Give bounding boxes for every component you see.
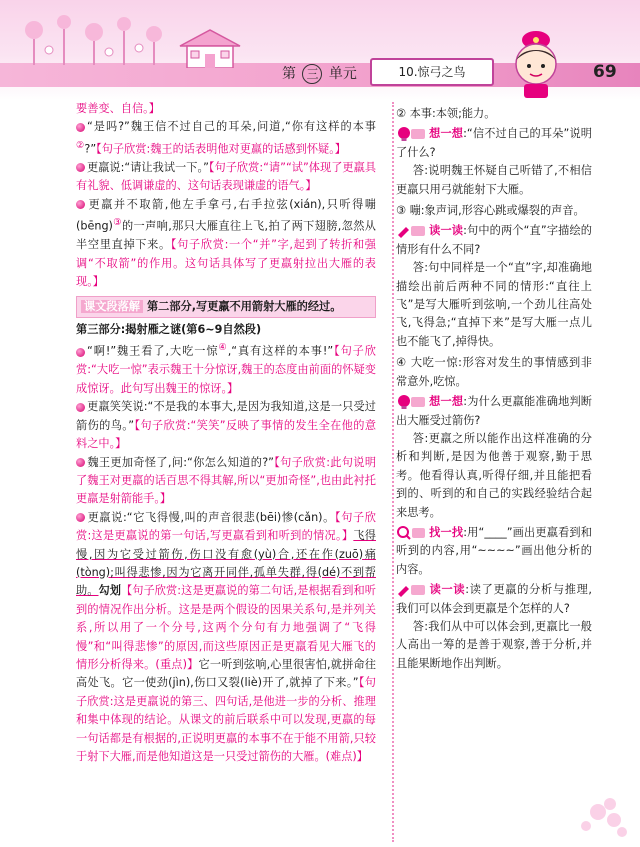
footnote-ref: ③ [112, 217, 122, 229]
question-label: 读一读 [429, 583, 466, 597]
paragraph-text: 它一听到弦响,心里很害怕,就拼命往高处飞。它一使劲(jìn),伤口又裂(liè)开了,就掉了下来。” [76, 657, 376, 690]
paragraph-text: ?” [84, 142, 97, 156]
sentence-note: 【句子欣赏:“请”“试”体现了更羸具有礼貌、低调谦虚的、这句话表现谦虚的语气。】 [76, 160, 377, 193]
sentence-note: 【句子欣赏:魏王的话表明他对更羸的话感到怀疑。】 [96, 142, 346, 156]
paragraph-text: ,“真有这样的本事!” [227, 345, 334, 359]
note-line: 要善变、自信。】 [76, 102, 160, 115]
answer-2: 答:句中同样是一个“直”字,却准确地描绘出前后两种不同的情形:“直往上飞”是写大雁听到弦响,一个劲儿往高处飞,飞得急;“直掉下来”是写大雁一点儿也不能飞了,掉得快。 [396, 261, 592, 348]
sentence-note: 【句子欣赏:此句说明了魏王对更羸的话百思不得其解,所以“更加奇怪”,也由此衬托更羸是射箭能手。】 [76, 455, 377, 506]
unit-number: 三 [302, 64, 322, 84]
question-2 [396, 222, 592, 259]
question-label: 读一读 [429, 224, 464, 238]
bullet-icon [76, 513, 85, 522]
pencil-icon [396, 223, 426, 239]
footnote-3: ③ 嘣:象声词,形容心跳或爆裂的声音。 [396, 204, 585, 218]
question-text: :句中的两个“直”字描绘的情形有什么不同? [396, 224, 592, 256]
part-heading: 第三部分:揭射雁之谜(第6~9自然段) [76, 322, 262, 336]
unit-prefix: 第 [282, 66, 296, 82]
sentence-note: 【句子欣赏:“大吃一惊”表示魏王十分惊讶,魏王的态度由前面的怀疑变成惊讶。此句写出魏王的惊讶。】 [76, 345, 376, 395]
main-text-column [76, 100, 376, 766]
column-divider [392, 102, 394, 842]
question-4 [396, 524, 592, 579]
underlined-text: 飞得慢,因为它受过箭伤,伤口没有愈(yù)合,还在作(zuō)痛(tòng);叫得悲惨,因为它离开同伴,孤单失群,得(dé)不到帮助。 [76, 529, 376, 598]
paragraph-text: 魏王更加奇怪了,问:“你怎么知道的?” [87, 455, 274, 469]
paragraph-text: 更羸说:“它飞得慢,叫的声音很悲(bēi)惨(cǎn)。 [87, 510, 335, 524]
lesson-title: 10.惊弓之鸟 [398, 65, 466, 79]
sentence-note: 【句子欣赏:这是更羸说的第二句话,是根据看到和听到的情况作出分析。这是是两个假设的因果关系句,是并列关系,所以用了一个分号,这两个分句有力地强调了“飞得慢”和“叫得悲惨”的原因,而这些原因正是更羸看见大雁飞的情形分析得来。(重点)】 [76, 584, 376, 671]
answer-1: 答:说明魏王怀疑自己听错了,不相信更羸只用弓就能射下大雁。 [396, 164, 592, 196]
bullet-icon [76, 458, 85, 467]
paragraph-8 [76, 454, 376, 509]
lightbulb-icon [396, 126, 426, 142]
question-text: :用“____”画出更羸看到和听到的内容,用“~~~~”画出他分析的内容。 [396, 525, 592, 576]
paragraph-text: 的一声响,那只大雁直往上飞,拍了两下翅膀,忽然从半空里直掉下来。 [76, 219, 376, 252]
side-notes-column [396, 102, 592, 673]
question-label: 想一想 [429, 127, 464, 141]
paragraph-text: 更羸笑笑说:“不是我的本事大,是因为我知道,这是一只受过箭伤的鸟。” [76, 400, 376, 432]
page-header [0, 0, 640, 100]
section-summary-box [76, 296, 376, 318]
sentence-note: 【句子欣赏:这是更羸说的第三、四句话,是他进一步的分析、推理和集中体现的结论。从课文的前后联系中可以发现,更羸的每一句话都是有根据的,正说明更羸的本事不在于能不用箭,只较于射下大雁,而是他知道这是一只受过箭伤的大雁。(难点)】 [76, 676, 376, 764]
flower-decoration-icon [548, 782, 628, 842]
mark-label: 勾划 [98, 584, 122, 598]
paragraph-4 [76, 196, 376, 292]
sentence-note: 【句子欣赏:“笑笑”反映了事情的发生全在他的意料之中。】 [76, 418, 377, 451]
sentence-note: 【句子欣赏:这是更羸说的第一句话,写更羸看到和听到的情况。】 [76, 510, 376, 543]
unit-label [282, 63, 357, 84]
magnifier-icon [396, 525, 426, 541]
section-tag: 课文段落解 [81, 300, 143, 313]
paragraph-text: “是吗?”魏王信不过自己的耳朵,问道,“你有这样的本事 [87, 120, 376, 134]
paragraph-3 [76, 159, 376, 196]
paragraph-6 [76, 339, 376, 398]
bullet-icon [76, 348, 85, 357]
unit-suffix: 单元 [328, 66, 357, 82]
answer-5: 答:我们从中可以体会到,更羸比一般人高出一筹的是善于观察,善于分析,并且能果断地作出判断。 [396, 619, 592, 670]
bullet-icon [76, 123, 85, 132]
house-icon [175, 28, 245, 68]
paragraph-2 [76, 118, 376, 159]
question-label: 想一想 [429, 395, 464, 409]
pencil-icon [396, 582, 426, 598]
bullet-icon [76, 403, 85, 412]
lightbulb-icon [396, 394, 426, 410]
footnote-ref: ④ [218, 342, 228, 354]
question-text: :“信不过自己的耳朵”说明了什么? [396, 127, 592, 159]
question-text: :为什么更羸能准确地判断出大雁受过箭伤? [396, 395, 592, 427]
page-number: 69 [593, 62, 617, 82]
paragraph-text: “啊!”魏王看了,大吃一惊 [87, 345, 219, 359]
paragraph-9 [76, 509, 376, 767]
footnote-ref: ② [76, 139, 85, 151]
paragraph-text: 更羸并不取箭,他左手拿弓,右手拉弦(xián),只听得嘣(bēng) [76, 197, 376, 233]
question-label: 找一找 [429, 525, 464, 539]
sentence-note: 【句子欣赏:一个“并”字,起到了转折和强调“不取箭”的作用。这句话具体写了更羸射拉出大雁的表现。】 [76, 238, 376, 289]
question-text: :读了更羸的分析与推理,我们可以体会到更羸是个怎样的人? [396, 583, 592, 615]
section-summary: 第二部分,写更羸不用箭射大雁的经过。 [146, 299, 342, 313]
footnote-2: ② 本事:本领;能力。 [396, 107, 496, 120]
girl-cartoon-icon [500, 28, 572, 98]
paragraph-text: 更羸说:“请让我试一下。” [87, 160, 209, 174]
answer-3: 答:更羸之所以能作出这样准确的分析和判断,是因为他善于观察,勤于思考。他看得认真,听得仔细,并且能把看到的、听到的和自己的实践经验结合起来思考。 [396, 431, 592, 519]
paragraph-7 [76, 398, 376, 453]
question-3 [396, 393, 592, 430]
question-1 [396, 125, 592, 162]
lesson-title-box [370, 58, 494, 86]
footnote-4: ④ 大吃一惊:形容对发生的事情感到非常意外,吃惊。 [396, 356, 592, 388]
bullet-icon [76, 200, 85, 209]
question-5 [396, 581, 592, 618]
bullet-icon [76, 163, 85, 172]
